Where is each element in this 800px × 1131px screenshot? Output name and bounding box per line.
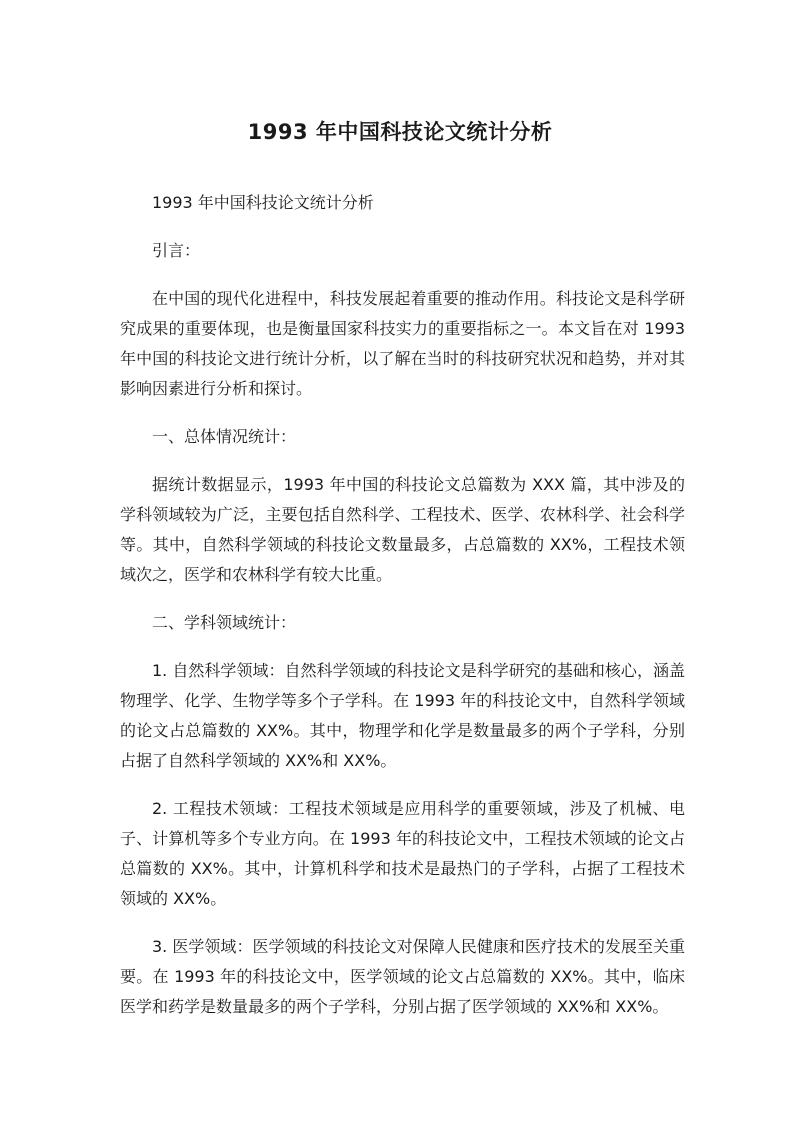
paragraph-natural-science: 1. 自然科学领域：自然科学领域的科技论文是科学研究的基础和核心，涵盖物理学、化学、生物学等多个子学科。在 1993 年的科技论文中，自然科学领域的论文占总篇数的 XX%。其中，物理学和化学是数量最多的两个子学科，分别占据了自然科学领域的 XX%和 XX%。 <box>120 661 685 770</box>
paragraph-medicine: 3. 医学领域：医学领域的科技论文对保障人民健康和医疗技术的发展至关重要。在 1993 年的科技论文中，医学领域的论文占总篇数的 XX%。其中，临床医学和药学是数量最多的两个子学科，分别占据了医学领域的 XX%和 XX%。 <box>120 937 685 1016</box>
document-body <box>120 188 685 1040</box>
paragraph-section1-heading: 一、总体情况统计： <box>152 427 297 446</box>
paragraph-intro-heading: 引言： <box>152 241 201 260</box>
paragraph-intro: 在中国的现代化进程中，科技发展起着重要的推动作用。科技论文是科学研究成果的重要体现，也是衡量国家科技实力的重要指标之一。本文旨在对 1993 年中国的科技论文进行统计分析，以了解在当时的科技研究状况和趋势，并对其影响因素进行分析和探讨。 <box>120 289 685 398</box>
paragraph-section1-body: 据统计数据显示，1993 年中国的科技论文总篇数为 XXX 篇，其中涉及的学科领域较为广泛，主要包括自然科学、工程技术、医学、农林科学、社会科学等。其中，自然科学领域的科技论文数量最多，占总篇数的 XX%，工程技术领域次之，医学和农林科学有较大比重。 <box>120 475 685 584</box>
paragraph-engineering: 2. 工程技术领域：工程技术领域是应用科学的重要领域，涉及了机械、电子、计算机等多个专业方向。在 1993 年的科技论文中，工程技术领域的论文占总篇数的 XX%。其中，计算机科学和技术是最热门的子学科，占据了工程技术领域的 XX%。 <box>120 799 685 908</box>
paragraph-subtitle: 1993 年中国科技论文统计分析 <box>152 193 374 212</box>
paragraph-section2-heading: 二、学科领域统计： <box>152 613 297 632</box>
document-title: 1993 年中国科技论文统计分析 <box>247 120 553 144</box>
